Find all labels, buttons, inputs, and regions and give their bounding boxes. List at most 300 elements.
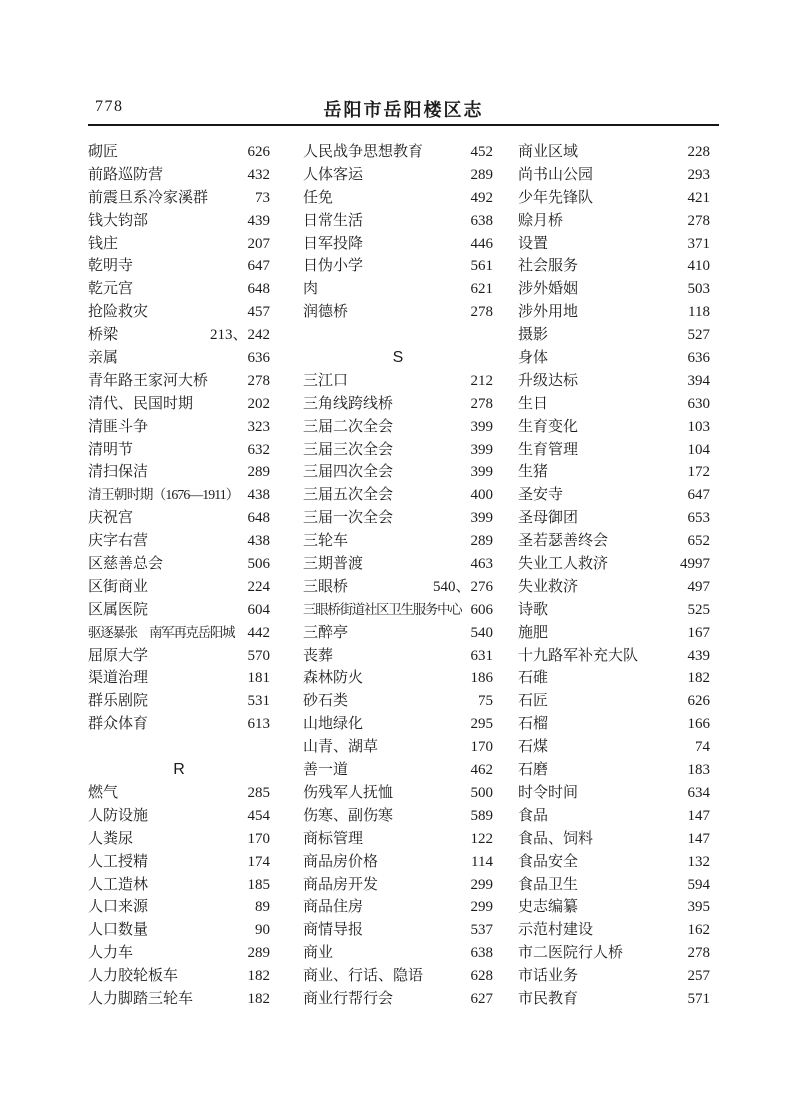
entry-page: 506 [247,556,270,573]
entry-page: 122 [470,830,493,847]
entry-term: 砂石类 [303,693,349,710]
entry-page: 132 [687,853,710,870]
index-column-1 [88,141,270,1011]
entry-page: 500 [470,784,493,801]
index-entry [518,301,710,324]
index-entry [518,187,710,210]
index-entry [518,278,710,301]
index-entry [88,942,270,965]
entry-page: 439 [247,212,270,229]
entry-term: 三眼桥 [303,578,349,595]
entry-term: 失业工人救济 [518,556,609,573]
entry-term: 善一道 [303,762,349,779]
entry-page: 174 [247,853,270,870]
entry-term: 乾明寺 [88,258,134,275]
entry-term: 群众体育 [88,716,149,733]
entry-term: 三轮车 [303,533,349,550]
index-entry [518,622,710,645]
index-entry [518,690,710,713]
index-entry [303,942,493,965]
entry-page: 73 [255,189,270,206]
index-columns [88,141,710,1011]
entry-term: 三江口 [303,372,349,389]
entry-term: 设置 [518,235,549,252]
entry-page: 186 [470,670,493,687]
entry-term: 身体 [518,350,549,367]
entry-page: 166 [687,716,710,733]
index-entry [88,347,270,370]
index-entry [303,690,493,713]
entry-page: 589 [470,807,493,824]
entry-term: 伤寒、副伤寒 [303,807,394,824]
entry-page: 648 [247,281,270,298]
entry-term: 群乐剧院 [88,693,149,710]
entry-page: 399 [470,418,493,435]
entry-page: 537 [470,922,493,939]
entry-term: 清明节 [88,441,134,458]
entry-term: 石榴 [518,716,549,733]
entry-term: 钱大钧部 [88,212,149,229]
entry-term: 石煤 [518,739,549,756]
entry-term: 青年路王家河大桥 [88,372,209,389]
entry-term: 清王朝时期（1676—1911） [88,487,239,503]
index-entry [88,782,270,805]
entry-page: 570 [247,647,270,664]
spacer-row [88,736,270,759]
index-entry [88,553,270,576]
index-entry [88,828,270,851]
entry-term: 时令时间 [518,784,579,801]
index-entry [518,782,710,805]
entry-page: 540、276 [432,578,493,595]
entry-term: 三角线跨线桥 [303,395,394,412]
entry-page: 638 [470,945,493,962]
entry-page: 182 [247,990,270,1007]
entry-term: 升级达标 [518,372,579,389]
index-entry [518,851,710,874]
entry-page: 442 [247,624,270,641]
entry-page: 289 [470,533,493,550]
entry-page: 632 [247,441,270,458]
entry-page: 182 [247,968,270,985]
entry-term: 区街商业 [88,578,149,595]
entry-page: 653 [687,510,710,527]
entry-term: 少年先锋队 [518,189,594,206]
entry-page: 462 [470,762,493,779]
entry-term: 人工授精 [88,853,149,870]
index-entry [518,141,710,164]
entry-term: 生育变化 [518,418,579,435]
entry-term: 人民战争思想教育 [303,144,424,160]
entry-page: 636 [247,350,270,367]
index-entry [518,210,710,233]
entry-term: 摄影 [518,327,549,344]
entry-page: 647 [247,258,270,275]
entry-term: 商情导报 [303,922,364,939]
entry-page: 183 [687,762,710,779]
entry-page: 540 [470,624,493,641]
index-entry [88,645,270,668]
index-entry [518,759,710,782]
entry-page: 289 [247,945,270,962]
entry-term: 生猪 [518,464,549,481]
entry-page: 527 [687,327,710,344]
index-entry [518,507,710,530]
index-entry [303,667,493,690]
entry-page: 278 [470,395,493,412]
entry-page: 631 [470,647,493,664]
entry-page: 571 [687,990,710,1007]
entry-page: 285 [247,784,270,801]
header-rule [88,124,719,126]
index-entry [303,828,493,851]
entry-term: 尚书山公园 [518,166,594,183]
index-entry [518,965,710,988]
index-entry [88,988,270,1011]
index-entry [518,164,710,187]
entry-page: 621 [470,281,493,298]
entry-page: 410 [687,258,710,275]
entry-term: 清扫保洁 [88,464,149,481]
entry-term: 商品房价格 [303,853,379,870]
index-entry [88,393,270,416]
index-entry [518,874,710,897]
index-entry [518,416,710,439]
entry-page: 421 [687,189,710,206]
entry-term: 三届四次全会 [303,464,394,481]
index-entry [303,393,493,416]
entry-term: 三眼桥街道社区卫生服务中心 [303,601,462,617]
entry-term: 人口来源 [88,899,149,916]
index-entry [518,439,710,462]
entry-page: 278 [687,945,710,962]
index-entry [88,324,270,347]
index-entry [88,164,270,187]
index-entry [303,896,493,919]
entry-page: 104 [687,441,710,458]
index-entry [518,576,710,599]
index-entry [303,278,493,301]
index-entry [303,599,493,622]
entry-page: 634 [687,784,710,801]
entry-page: 561 [470,258,493,275]
entry-page: 648 [247,510,270,527]
index-entry [303,530,493,553]
index-entry [88,965,270,988]
index-entry [88,301,270,324]
index-entry [88,576,270,599]
entry-page: 278 [247,372,270,389]
index-entry [303,576,493,599]
entry-page: 170 [470,739,493,756]
entry-term: 屈原大学 [88,647,149,664]
entry-page: 228 [687,144,710,160]
index-entry [518,667,710,690]
index-entry [518,461,710,484]
entry-page: 212 [470,372,493,389]
index-entry [88,805,270,828]
entry-page: 626 [687,693,710,710]
entry-term: 圣安寺 [518,487,564,504]
entry-term: 石匠 [518,693,549,710]
entry-term: 商品房开发 [303,876,379,893]
entry-term: 前路巡防营 [88,166,164,183]
entry-term: 示范村建设 [518,922,594,939]
entry-page: 278 [687,212,710,229]
index-entry [88,484,270,507]
index-entry [518,828,710,851]
entry-term: 钱庄 [88,235,119,252]
index-column-3 [518,141,710,1011]
entry-term: 商标管理 [303,830,364,847]
spacer-row [303,324,493,347]
entry-term: 市民教育 [518,990,579,1007]
index-entry [303,736,493,759]
index-entry [88,599,270,622]
index-entry [518,942,710,965]
entry-page: 299 [470,876,493,893]
entry-term: 人体客运 [303,166,364,183]
index-entry [518,919,710,942]
index-entry [88,278,270,301]
index-entry [88,919,270,942]
index-entry [303,782,493,805]
entry-page: 257 [687,968,710,985]
entry-page: 103 [687,418,710,435]
index-entry [303,507,493,530]
entry-page: 371 [687,235,710,252]
index-entry [303,645,493,668]
entry-page: 438 [247,533,270,550]
entry-page: 446 [470,235,493,252]
entry-term: 圣母御团 [518,510,579,527]
index-entry [88,370,270,393]
entry-term: 商业行帮行会 [303,990,394,1007]
entry-term: 商品住房 [303,899,364,916]
index-entry [303,461,493,484]
entry-page: 638 [470,212,493,229]
entry-term: 三届五次全会 [303,487,394,504]
index-entry [88,874,270,897]
entry-term: 日常生活 [303,212,364,229]
entry-page: 647 [687,487,710,504]
entry-page: 452 [470,144,493,160]
entry-page: 525 [687,601,710,618]
index-entry [518,599,710,622]
index-entry [88,896,270,919]
entry-page: 394 [687,372,710,389]
entry-term: 圣若瑟善终会 [518,533,609,550]
index-column-2 [303,141,493,1011]
entry-page: 4997 [680,556,710,573]
entry-term: 前震旦系冷家溪群 [88,189,209,206]
entry-term: 抢险救灾 [88,304,149,321]
entry-page: 118 [688,304,710,321]
index-entry [518,370,710,393]
index-entry [303,874,493,897]
index-entry [303,553,493,576]
index-entry [88,507,270,530]
entry-term: 人粪尿 [88,830,134,847]
entry-term: 日军投降 [303,235,364,252]
entry-page: 626 [247,144,270,160]
entry-term: 渠道治理 [88,670,149,687]
index-entry [518,255,710,278]
entry-term: 庆字右营 [88,533,149,550]
entry-page: 454 [247,807,270,824]
index-entry [88,713,270,736]
entry-term: 诗歌 [518,601,549,618]
entry-term: 森林防火 [303,670,364,687]
index-entry [88,690,270,713]
entry-term: 山地绿化 [303,716,364,733]
entry-page: 399 [470,464,493,481]
entry-term: 三醉亭 [303,624,349,641]
entry-page: 432 [247,166,270,183]
index-entry [518,347,710,370]
index-entry [518,553,710,576]
index-entry [88,461,270,484]
index-entry [88,187,270,210]
index-entry [88,255,270,278]
index-entry [303,255,493,278]
entry-term: 任免 [303,189,334,206]
entry-term: 人力胶轮板车 [88,968,179,985]
index-entry [518,713,710,736]
entry-page: 652 [687,533,710,550]
entry-page: 463 [470,556,493,573]
entry-page: 627 [470,990,493,1007]
index-entry [518,988,710,1011]
index-entry [518,324,710,347]
index-entry [303,210,493,233]
entry-term: 商业区域 [518,144,579,160]
section-heading: S [392,349,404,367]
entry-term: 涉外用地 [518,304,579,321]
index-entry [303,851,493,874]
index-entry [88,233,270,256]
entry-page: 182 [687,670,710,687]
index-entry [303,416,493,439]
index-entry [518,233,710,256]
entry-page: 531 [247,693,270,710]
entry-term: 山青、湖草 [303,739,379,756]
page-number: 778 [95,98,124,115]
index-entry [303,233,493,256]
entry-term: 肉 [303,281,319,298]
entry-term: 社会服务 [518,258,579,275]
index-entry [88,439,270,462]
index-entry [88,851,270,874]
entry-term: 三届三次全会 [303,441,394,458]
entry-term: 伤残军人抚恤 [303,784,394,801]
entry-page: 400 [470,487,493,504]
entry-term: 砌匠 [88,144,119,160]
entry-page: 172 [687,464,710,481]
entry-page: 147 [687,807,710,824]
entry-term: 区慈善总会 [88,556,164,573]
entry-term: 生育管理 [518,441,579,458]
index-entry [518,393,710,416]
entry-page: 202 [247,395,270,412]
entry-term: 市话业务 [518,968,579,985]
entry-page: 604 [247,601,270,618]
entry-page: 636 [687,350,710,367]
entry-page: 399 [470,441,493,458]
entry-term: 清匪斗争 [88,418,149,435]
index-entry [88,210,270,233]
entry-page: 613 [247,716,270,733]
entry-term: 日伪小学 [303,258,364,275]
entry-term: 驱逐暴张 南军再克岳阳城 [88,624,235,640]
entry-page: 114 [471,853,493,870]
entry-term: 商业 [303,945,334,962]
entry-page: 147 [687,830,710,847]
entry-page: 167 [687,624,710,641]
page-title: 岳阳市岳阳楼区志 [323,100,484,120]
entry-page: 162 [687,922,710,939]
entry-page: 170 [247,830,270,847]
entry-term: 人工造林 [88,876,149,893]
index-entry [88,622,270,645]
entry-page: 278 [470,304,493,321]
entry-page: 289 [470,166,493,183]
entry-term: 三期普渡 [303,556,364,573]
entry-term: 史志编纂 [518,899,579,916]
entry-page: 89 [255,899,270,916]
entry-term: 区属医院 [88,601,149,618]
entry-page: 207 [247,235,270,252]
entry-term: 商业、行话、隐语 [303,968,424,985]
entry-term: 赊月桥 [518,212,564,229]
entry-page: 630 [687,395,710,412]
index-entry [303,370,493,393]
entry-term: 润德桥 [303,304,349,321]
entry-page: 289 [247,464,270,481]
index-entry [303,164,493,187]
index-entry [88,667,270,690]
entry-page: 439 [687,647,710,664]
entry-page: 492 [470,189,493,206]
index-entry [88,530,270,553]
entry-page: 399 [470,510,493,527]
entry-page: 457 [247,304,270,321]
entry-term: 十九路军补充大队 [518,647,639,664]
index-entry [303,622,493,645]
index-entry [88,416,270,439]
entry-term: 人防设施 [88,807,149,824]
entry-term: 食品 [518,807,549,824]
index-entry [303,187,493,210]
entry-page: 503 [687,281,710,298]
entry-term: 桥梁 [88,327,119,344]
entry-page: 606 [470,601,493,618]
entry-term: 乾元宫 [88,281,134,298]
entry-page: 395 [687,899,710,916]
index-entry [88,141,270,164]
entry-term: 失业救济 [518,578,579,595]
entry-page: 594 [687,876,710,893]
entry-term: 生日 [518,395,549,412]
entry-term: 丧葬 [303,647,334,664]
index-entry [518,805,710,828]
entry-page: 213、242 [209,327,270,344]
entry-page: 181 [247,670,270,687]
index-entry [303,439,493,462]
entry-page: 293 [687,166,710,183]
entry-page: 90 [255,922,270,939]
entry-page: 75 [478,693,493,710]
